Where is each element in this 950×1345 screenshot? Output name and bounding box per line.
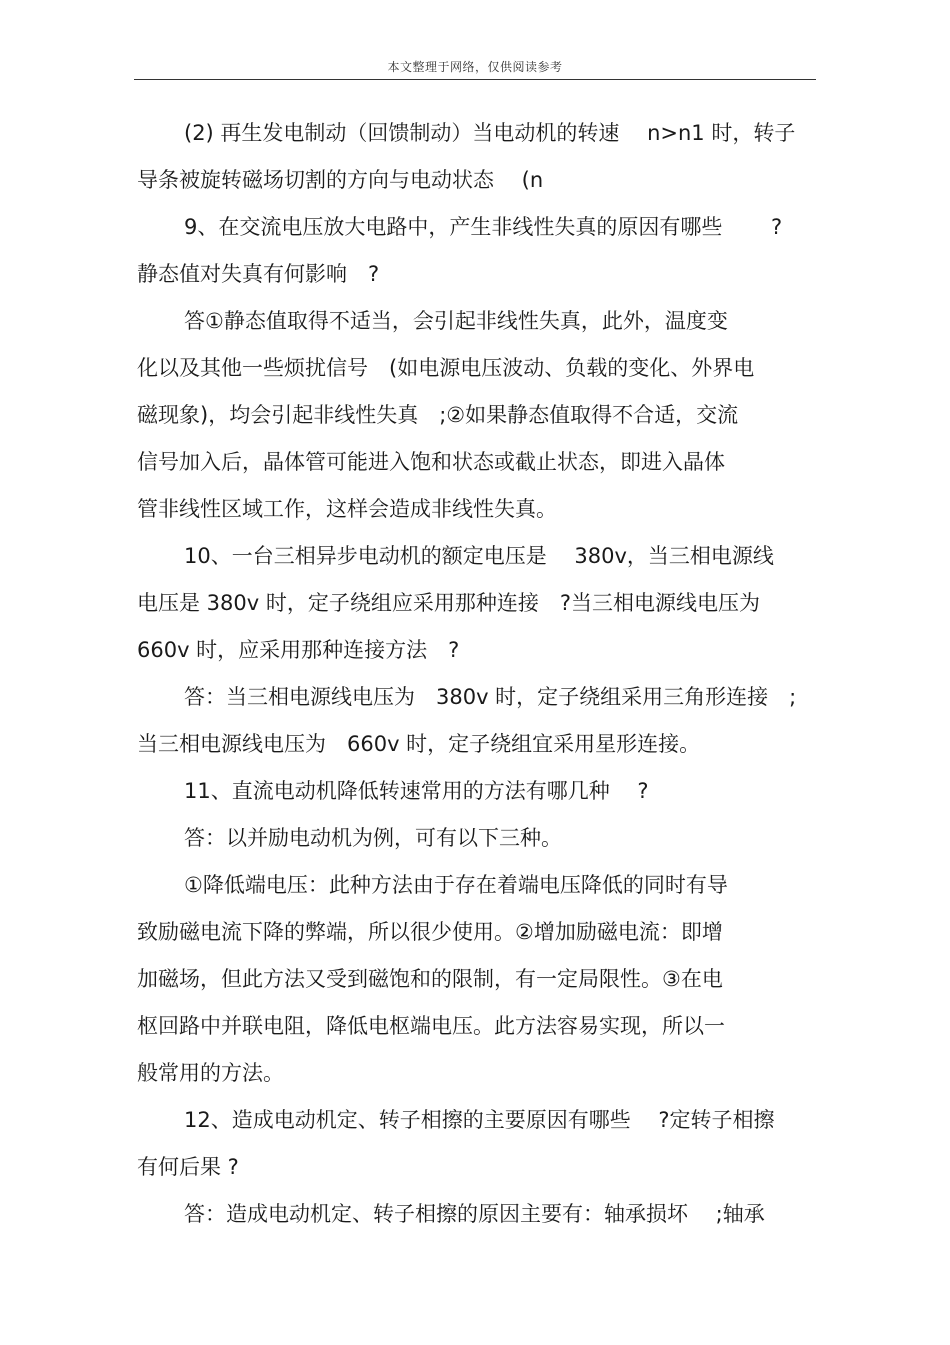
text-line: 答：当三相电源线电压为 380v 时，定子绕组采用三角形连接 ;: [184, 685, 797, 709]
text-line: 电压是 380v 时，定子绕组应采用那种连接 ?当三相电源线电压为: [137, 591, 761, 615]
text-line: 信号加入后，晶体管可能进入饱和状态或截止状态，即进入晶体: [137, 450, 725, 474]
text-line: 枢回路中并联电阻，降低电枢端电压。此方法容易实现，所以一: [137, 1014, 725, 1038]
text-line: 答①静态值取得不适当，会引起非线性失真，此外，温度变: [184, 309, 728, 333]
text-line: ①降低端电压：此种方法由于存在着端电压降低的同时有导: [184, 873, 728, 897]
text-line: (2) 再生发电制动（回馈制动）当电动机的转速 n>n1 时，转子: [184, 121, 796, 145]
text-line: 10、一台三相异步电动机的额定电压是 380v，当三相电源线: [184, 544, 774, 568]
text-line: 9、在交流电压放大电路中，产生非线性失真的原因有哪些 ?: [184, 215, 783, 239]
text-line: 致励磁电流下降的弊端，所以很少使用。②增加励磁电流：即增: [137, 920, 723, 944]
text-line: 答：造成电动机定、转子相擦的原因主要有：轴承损坏 ;轴承: [184, 1202, 765, 1226]
text-line: 磁现象)，均会引起非线性失真 ;②如果静态值取得不合适，交流: [137, 403, 739, 427]
text-line: 导条被旋转磁场切割的方向与电动状态 (n: [137, 168, 544, 192]
text-line: 11、直流电动机降低转速常用的方法有哪几种 ?: [184, 779, 649, 803]
text-line: 般常用的方法。: [137, 1061, 284, 1085]
header-divider: [134, 79, 816, 80]
text-line: 660v 时，应采用那种连接方法 ?: [137, 638, 460, 662]
text-line: 化以及其他一些烦扰信号 (如电源电压波动、负载的变化、外界电: [137, 356, 755, 380]
text-line: 加磁场，但此方法又受到磁饱和的限制，有一定局限性。③在电: [137, 967, 723, 991]
text-line: 静态值对失真有何影响 ?: [137, 262, 380, 286]
text-line: 12、造成电动机定、转子相擦的主要原因有哪些 ?定转子相擦: [184, 1108, 775, 1132]
text-line: 当三相电源线电压为 660v 时，定子绕组宜采用星形连接。: [137, 732, 701, 756]
page-header: 本文整理于网络，仅供阅读参考: [387, 60, 563, 74]
text-line: 有何后果 ?: [137, 1155, 239, 1179]
text-line: 答：以并励电动机为例，可有以下三种。: [184, 826, 562, 850]
text-line: 管非线性区域工作，这样会造成非线性失真。: [137, 497, 557, 521]
